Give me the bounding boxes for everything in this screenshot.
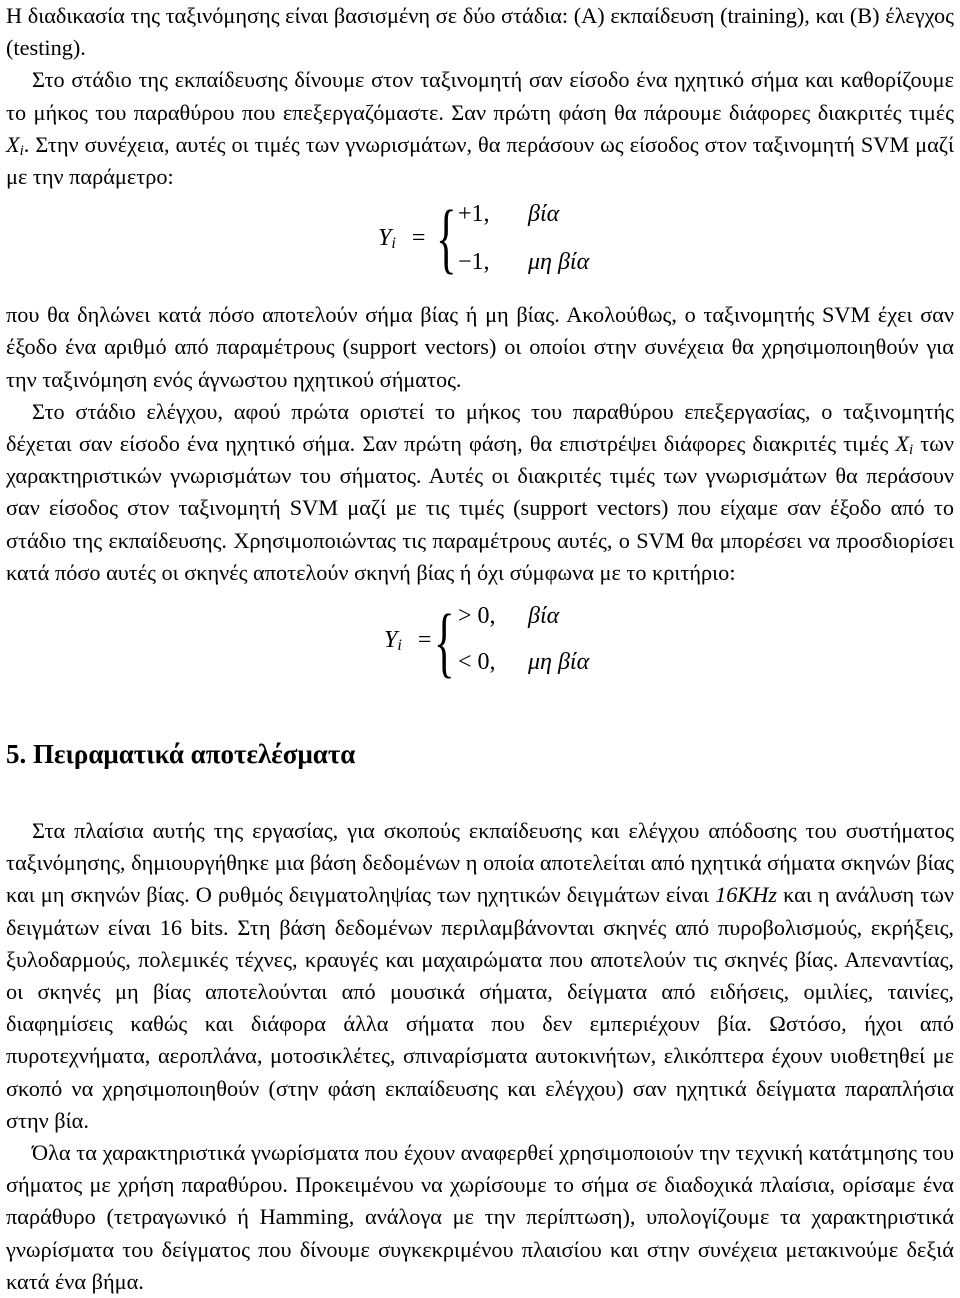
training-text-a: Στο στάδιο της εκπαίδευσης δίνουμε στον ταξινομητή σαν είσοδο ένα ηχητικό σήμα και καθορίζουμε το μήκος του παραθύρου που επεξεργαζόμαστε. Σαν πρώτη φάση θα πάρουμε διάφορες διακριτές τιμές	[6, 67, 954, 125]
equation-case-3: > 0, βία	[458, 603, 560, 630]
testing-paragraph	[6, 396, 954, 589]
training-text-b: . Στην συνέχεια, αυτές οι τιμές των γνωρισμάτων, θα περάσουν ως είσοδος στον ταξινομητή SVM μαζί με την παράμετρο:	[6, 131, 954, 190]
output-text: που θα δηλώνει κατά πόσο αποτελούν σήμα βίας ή μη βίας. Ακολούθως, ο ταξινομητής SVM έχει σαν έξοδο ένα αριθμό από παραμέτρους (support vectors) οι οποίοι στην συνέχεια θα χρησιμοποιηθούν για την ταξινόμηση ενός άγνωστου ηχητικού σήματος.	[6, 302, 954, 392]
testing-text-b: των χαρακτηριστικών γνωρισμάτων του σήματος. Αυτές οι διακριτές τιμές των γνωρισμάτων θα περάσουν σαν είσοδος στον ταξινομητή SVM μαζί με τις τιμές (support vectors) που είχαμε σαν έξοδο από το στάδιο της εκπαίδευσης. Χρησιμοποιώντας τις παραμέτρους αυτές, ο SVM θα μπορέσει να προσδιορίσει κατά πόσο αυτές οι σκηνές αποτελούν σκηνή βίας ή όχι σύμφωνα με το κριτήριο:	[6, 431, 954, 585]
equation-lhs: $Y_i$ =	[378, 225, 426, 253]
document-page	[6, 0, 954, 1298]
feature-symbol-2: $X_i$	[895, 431, 914, 459]
sampling-rate: 16KHz	[715, 882, 778, 908]
equation-brace: {	[436, 194, 457, 282]
experiments-text-b: και η ανάλυση των δειγμάτων είναι 16 bits. Στη βάση δεδομένων περιλαμβάνονται σκηνές από πυροβολισμούς, εκρήξεις, ξυλοδαρμούς, πολεμικές τέχνες, κραυγές και μαχαιρώματα που αποτελούν τις σκηνές βίας. Απεναντίας, οι σκηνές μη βίας αποτελούνται από μουσικά σήματα, δείγματα από ειδήσεις, ομιλίες, ταινίες, διαφημίσεις καθώς και διάφορα άλλα σήματα που δεν εμπεριέχουν βία. Ωστόσο, ήχοι από πυροτεχνήματα, αεροπλάνα, μοτοσικλέτες, σπιναρίσματα αυτοκινήτων, ελικόπτερα έχουν υιοθετηθεί με σκοπό να χρησιμοποιηθούν (στην φάση εκπαίδευσης και ελέγχου) σαν ηχητικά δείγματα παραπλήσια στην βία.	[6, 882, 954, 1133]
features-text: Όλα τα χαρακτηριστικά γνωρίσματα που έχουν αναφερθεί χρησιμοποιούν την τεχνική κατάτμησης του σήματος με χρήση παραθύρου. Προκειμένου να χωρίσουμε το σήμα σε διαδοχικά πλαίσια, ορίσαμε ένα παράθυρο (τετραγωνικό ή Hamming, ανάλογα με την περίπτωση), υπολογίζουμε τα χαρακτηριστικά γνωρίσματα του δείγματος που δίνουμε συγκεκριμένου πλαισίου και στην συνέχεια μετακινούμε δεξιά κατά ένα βήμα.	[6, 1140, 954, 1294]
feature-symbol: $X_i$	[6, 131, 24, 159]
equation-case-1: +1, βία	[458, 201, 560, 228]
section-heading: 5. Πειραματικά αποτελέσματα	[6, 739, 356, 770]
experiments-text-a: Στα πλαίσια αυτής της εργασίας, για σκοπούς εκπαίδευσης και ελέγχου απόδοσης του συστήματος ταξινόμησης, δημιουργήθηκε μια βάση δεδομένων η οποία αποτελείται από ηχητικά σήματα σκηνών βίας και μη σκηνών βίας. Ο ρυθμός δειγματοληψίας των ηχητικών δειγμάτων είναι	[6, 818, 954, 908]
label-equation	[6, 193, 954, 293]
equation-case-4: < 0, μη βία	[458, 649, 590, 676]
training-paragraph	[6, 64, 954, 193]
intro-text: Η διαδικασία της ταξινόμησης είναι βασισμένη σε δύο στάδια: (Α) εκπαίδευση (training), και (Β) έλεγχος (testing).	[6, 3, 954, 61]
equation-lhs-2: $Y_i$ =	[384, 627, 432, 655]
equation-case-2: −1, μη βία	[458, 249, 590, 276]
criterion-equation	[6, 589, 954, 693]
features-paragraph	[6, 1137, 954, 1298]
intro-paragraph	[6, 0, 954, 64]
equation-brace-2: {	[434, 598, 455, 686]
testing-text-a: Στο στάδιο ελέγχου, αφού πρώτα οριστεί το μήκος του παραθύρου επεξεργασίας, ο ταξινομητής δέχεται σαν είσοδο ένα ηχητικό σήμα. Σαν πρώτη φάση, θα επιστρέψει διάφορες διακριτές τιμές	[6, 398, 954, 457]
experiments-paragraph	[6, 815, 954, 1137]
output-paragraph	[6, 299, 954, 396]
